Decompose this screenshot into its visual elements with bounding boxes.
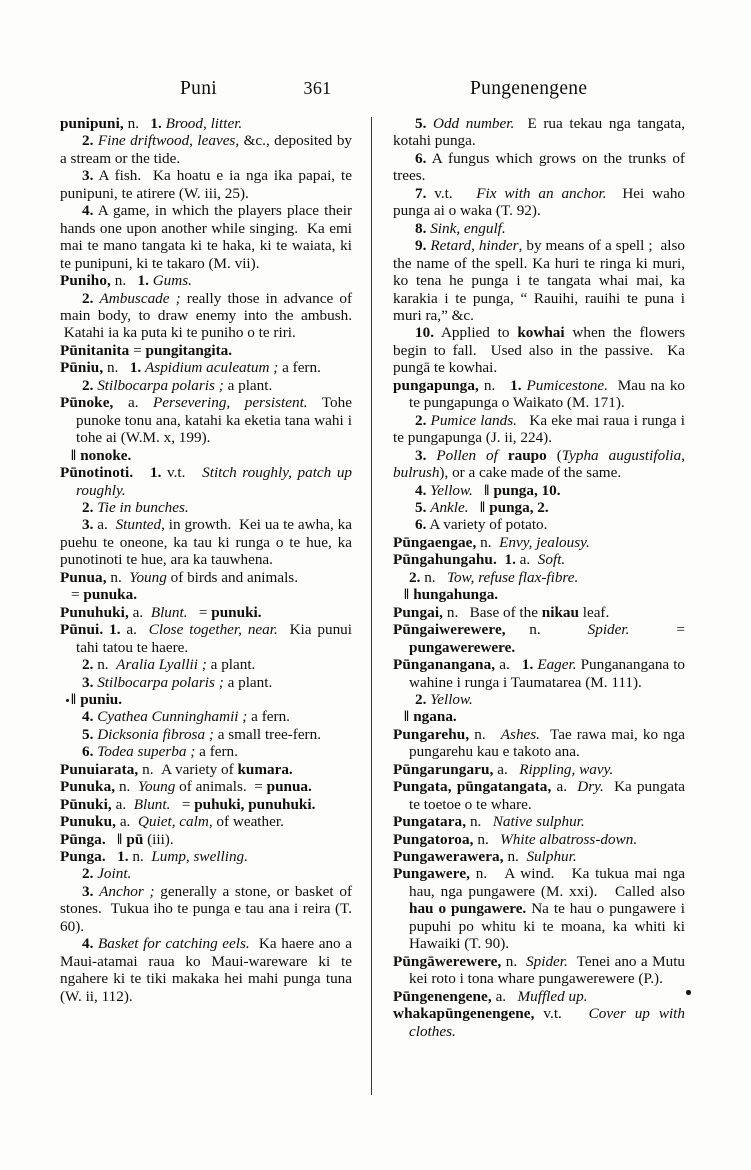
entry-sense: 3. Anchor ; generally a stone, or basket of stones. Tukua iho te punga e tau ana i reira (T. 60). bbox=[60, 882, 352, 935]
entry-sense: 3. Pollen of raupo (Typha augustifolia, bulrush), or a cake made of the same. bbox=[393, 446, 686, 482]
dictionary-entry: Pūniu, n. 1. Aspidium aculeatum ; a fern. bbox=[60, 359, 321, 377]
running-head bbox=[60, 78, 690, 102]
dictionary-entry: Pungatoroa, n. White albatross-down. bbox=[393, 830, 638, 848]
entry-variant-line: ‖ puniu. bbox=[71, 690, 123, 708]
entry-sense: 5. Dicksonia fibrosa ; a small tree-fern. bbox=[82, 725, 322, 743]
entry-sense: 4. Cyathea Cunninghamii ; a fern. bbox=[82, 708, 290, 726]
entry-sense: 2. Ambuscade ; really those in advance of main body, to draw enemy into the ambush. Katahi ia ka puta ki te puniho o te riri. bbox=[60, 289, 353, 342]
entry-sense: 2. Stilbocarpa polaris ; a plant. bbox=[82, 376, 273, 394]
dictionary-entry: Pungatara, n. Native sulphur. bbox=[393, 813, 585, 831]
entry-sense: 2. Tie in bunches. bbox=[82, 498, 189, 516]
dictionary-entry: pungapunga, n. 1. Pumicestone. Mau na ko te pungapunga o Waikato (M. 171). bbox=[393, 376, 686, 412]
dictionary-entry: Pūnotinoti. 1. v.t. Stitch roughly, patch up roughly. bbox=[60, 464, 353, 499]
dictionary-entry: Pūngāwerewere, n. Spider. Tenei ano a Mutu kei roto i tona whare pungawerewere (P.). bbox=[393, 952, 686, 988]
entry-sense: 4. Basket for catching eels. Ka haere ano a Maui-atamai raua ko Maui-wareware ki te ngahere ki te tiki makaka hei mahi punga tuna (W. ii, 112). bbox=[60, 935, 352, 1005]
entry-sense: 2. Pumice lands. Ka eke mai raua i runga i te pungapunga (J. ii, 224). bbox=[393, 411, 686, 447]
running-head-right-word: Pungenengene bbox=[470, 78, 588, 99]
dictionary-entry: Pūngenengene, a. Muffled up. bbox=[393, 987, 588, 1005]
entry-sense: 6. A fungus which grows on the trunks of trees. bbox=[393, 149, 685, 185]
dictionary-entry: Punua, n. Young of birds and animals. bbox=[60, 568, 299, 586]
dictionary-entry: Pūnui. 1. a. Close together, near. Kia punui tahi tatou te haere. bbox=[60, 621, 352, 656]
column-right bbox=[381, 115, 685, 1040]
dictionary-entry: Punga. 1. n. Lump, swelling. bbox=[60, 848, 248, 866]
entry-sense: 3. Stilbocarpa polaris ; a plant. bbox=[82, 673, 273, 691]
text-columns bbox=[60, 115, 692, 1095]
dictionary-entry: Puniho, n. 1. Gums. bbox=[60, 272, 192, 290]
entry-sense: 3. a. Stunted, in growth. Kei ua te awha, ka puehu te oneone, ka tau ki runga o te hue, ka punotinoti te hue, ara ka tauwhena. bbox=[60, 516, 352, 569]
dictionary-entry: Pungai, n. Base of the nikau leaf. bbox=[393, 603, 610, 621]
ink-speck-artifact bbox=[686, 990, 691, 995]
dictionary-entry: Punuhuki, a. Blunt. = punuki. bbox=[60, 603, 262, 621]
dictionary-entry: Pūngarungaru, a. Rippling, wavy. bbox=[393, 760, 614, 778]
entry-sense: 3. A fish. Ka hoatu e ia nga ika papai, te punipuni, te atirere (W. iii, 25). bbox=[60, 167, 352, 202]
running-head-left-word: Puni bbox=[180, 78, 217, 99]
dictionary-entry: Punuka, n. Young of animals. = punua. bbox=[60, 778, 312, 796]
entry-sense: 8. Sink, engulf. bbox=[415, 219, 506, 237]
entry-variant-line: ‖ nonoke. bbox=[71, 446, 132, 464]
column-left bbox=[60, 115, 362, 1005]
entry-variant-line: ‖ ngana. bbox=[404, 708, 457, 726]
dictionary-entry: Pūngahungahu. 1. a. Soft. bbox=[393, 551, 566, 569]
page-number: 361 bbox=[303, 78, 332, 98]
dictionary-entry: Pungarehu, n. Ashes. Tae rawa mai, ko nga pungarehu kau e takoto ana. bbox=[393, 725, 685, 761]
dictionary-entry: Pungawere, n. A wind. Ka tukua mai nga hau, nga pungawere (M. xxi). Called also hau o pungawere. Na te hau o pungawere i pupuhi po whitu ki te moana, ka whiti ki Hawaiki (T. 90). bbox=[393, 865, 685, 953]
dictionary-entry: Pūnuki, a. Blunt. = puhuki, punuhuki. bbox=[60, 795, 316, 813]
column-divider-rule bbox=[371, 117, 372, 1095]
entry-sense: 2. Yellow. bbox=[415, 690, 473, 708]
dictionary-entry: Punuiarata, n. A variety of kumara. bbox=[60, 760, 293, 778]
entry-sense: 2. n. Aralia Lyallii ; a plant. bbox=[82, 656, 256, 674]
entry-sense: 2. n. Tow, refuse flax-fibre. bbox=[409, 568, 579, 586]
dictionary-entry: whakapūngenengene, v.t. Cover up with clothes. bbox=[393, 1005, 685, 1040]
entry-sense: 5. Odd number. E rua tekau nga tangata, kotahi punga. bbox=[393, 115, 686, 150]
dictionary-entry: punipuni, n. 1. Brood, litter. bbox=[60, 115, 243, 132]
entry-sense: 6. A variety of potato. bbox=[415, 516, 548, 534]
dictionary-entry: Pungawerawera, n. Sulphur. bbox=[393, 848, 577, 866]
entry-sense: 4. A game, in which the players place their hands one upon another while singing. Ka emi mai te mano tangata ki te haka, ki te waiata, ki te punipuni, ki te takaro (M. vii). bbox=[60, 202, 352, 272]
dictionary-entry: Pūngaengae, n. Envy, jealousy. bbox=[393, 533, 590, 551]
entry-sense: 9. Retard, hinder, by means of a spell ; also the name of the spell. Ka huri te ringa ki muri, ko tena he punga i te tangata whai mai, ka karakia i te punga, “ Rauihi, rauihi te puna i muri ra,” &c. bbox=[393, 237, 686, 324]
entry-sense: 6. Todea superba ; a fern. bbox=[82, 743, 238, 761]
entry-sense: 10. Applied to kowhai when the flowers begin to fall. Used also in the passive. Ka pungā te kowhai. bbox=[393, 324, 686, 377]
entry-sense: 7. v.t. Fix with an anchor. Hei waho punga ai o waka (T. 92). bbox=[393, 184, 686, 220]
entry-variant-line: = punuka. bbox=[71, 586, 137, 604]
dictionary-entry: Pūnitanita = pungitangita. bbox=[60, 341, 233, 359]
dictionary-entry: Pūnga. ‖ pū (iii). bbox=[60, 830, 174, 848]
dictionary-entry: Pūnganangana, a. 1. Eager. Punganangana to wahine i runga i Taumatarea (M. 111). bbox=[393, 656, 686, 691]
dictionary-entry: Pungata, pūngatangata, a. Dry. Ka pungata te toetoe o te whare. bbox=[393, 778, 685, 813]
dictionary-entry: Punuku, a. Quiet, calm, of weather. bbox=[60, 813, 284, 831]
entry-variant-line: ‖ hungahunga. bbox=[404, 586, 499, 604]
entry-sense: 2. Joint. bbox=[82, 865, 132, 883]
entry-sense: 2. Fine driftwood, leaves, &c., deposited by a stream or the tide. bbox=[60, 132, 353, 167]
entry-sense: 4. Yellow. ‖ punga, 10. bbox=[415, 481, 561, 499]
entry-sense: 5. Ankle. ‖ punga, 2. bbox=[415, 498, 549, 516]
dictionary-entry: Pūnoke, a. Persevering, persistent. Tohe punoke tonu ana, katahi ka eketia tana wahi i tohe ai (W.M. x, 199). bbox=[60, 394, 352, 447]
dictionary-entry: Pūngaiwerewere, n. Spider. = pungawerewere. bbox=[393, 621, 685, 656]
ink-speck-artifact bbox=[66, 699, 69, 702]
